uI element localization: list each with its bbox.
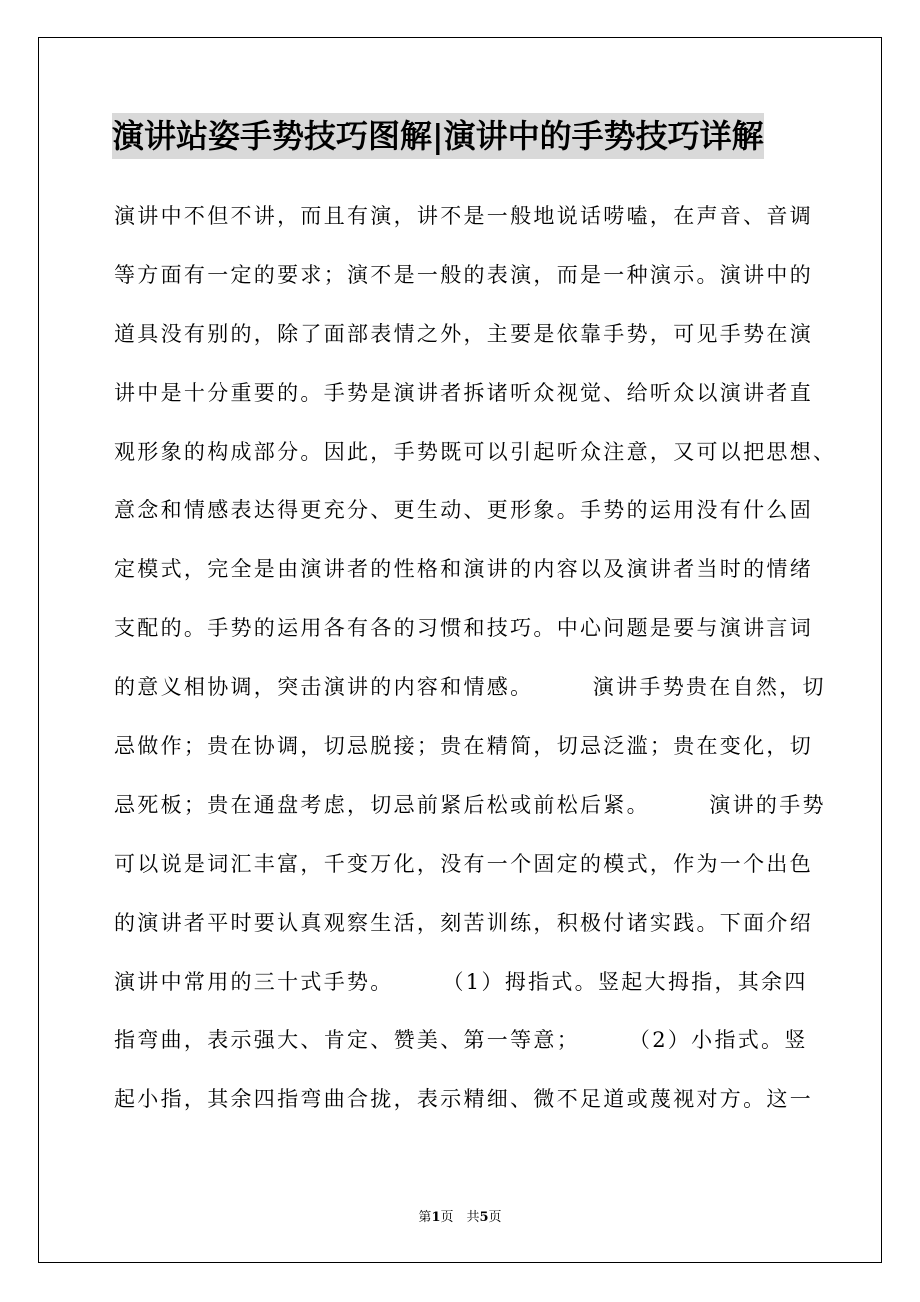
- body-line: 演讲中常用的三十式手势。 （1）拇指式。竖起大拇指，其余四: [114, 969, 808, 994]
- footer-mid: 页 共: [440, 1210, 480, 1225]
- document-title: 演讲站姿手势技巧图解|演讲中的手势技巧详解: [112, 113, 764, 159]
- body-line: 指弯曲，表示强大、肯定、赞美、第一等意； （2）小指式。竖: [114, 1028, 808, 1053]
- body-line: 可以说是词汇丰富，千变万化，没有一个固定的模式，作为一个出色: [114, 851, 813, 876]
- footer-suffix: 页: [488, 1210, 502, 1225]
- body-line: 忌死板；贵在通盘考虑，切忌前紧后松或前松后紧。 演讲的手势: [114, 792, 826, 817]
- body-line: 意念和情感表达得更充分、更生动、更形象。手势的运用没有什么固: [114, 498, 813, 523]
- footer-prefix: 第: [418, 1210, 432, 1225]
- current-page-number: 1: [431, 1210, 441, 1225]
- body-line: 道具没有别的，除了面部表情之外，主要是依靠手势，可见手势在演: [114, 321, 813, 346]
- body-line: 忌做作；贵在协调，切忌脱接；贵在精简，切忌泛滥；贵在变化，切: [114, 734, 813, 759]
- body-line: 的演讲者平时要认真观察生活，刻苦训练，积极付诸实践。下面介绍: [114, 910, 813, 935]
- body-line: 演讲中不但不讲，而且有演，讲不是一般地说话唠嗑，在声音、音调: [114, 204, 813, 228]
- body-line: 等方面有一定的要求；演不是一般的表演，而是一种演示。演讲中的: [114, 262, 813, 287]
- page-footer: [0, 1206, 920, 1225]
- body-line: 起小指，其余四指弯曲合拢，表示精细、微不足道或蔑视对方。这一: [114, 1087, 813, 1112]
- total-pages-number: 5: [479, 1210, 489, 1225]
- body-line: 讲中是十分重要的。手势是演讲者拆诸听众视觉、给听众以演讲者直: [114, 380, 813, 405]
- body-line: 的意义相协调，突击演讲的内容和情感。 演讲手势贵在自然，切: [114, 675, 826, 700]
- body-line: 支配的。手势的运用各有各的习惯和技巧。中心问题是要与演讲言词: [114, 616, 813, 641]
- body-line: 定模式，完全是由演讲者的性格和演讲的内容以及演讲者当时的情绪: [114, 557, 813, 582]
- body-line: 观形象的构成部分。因此，手势既可以引起听众注意，又可以把思想、: [114, 439, 837, 464]
- document-body: [114, 196, 837, 1138]
